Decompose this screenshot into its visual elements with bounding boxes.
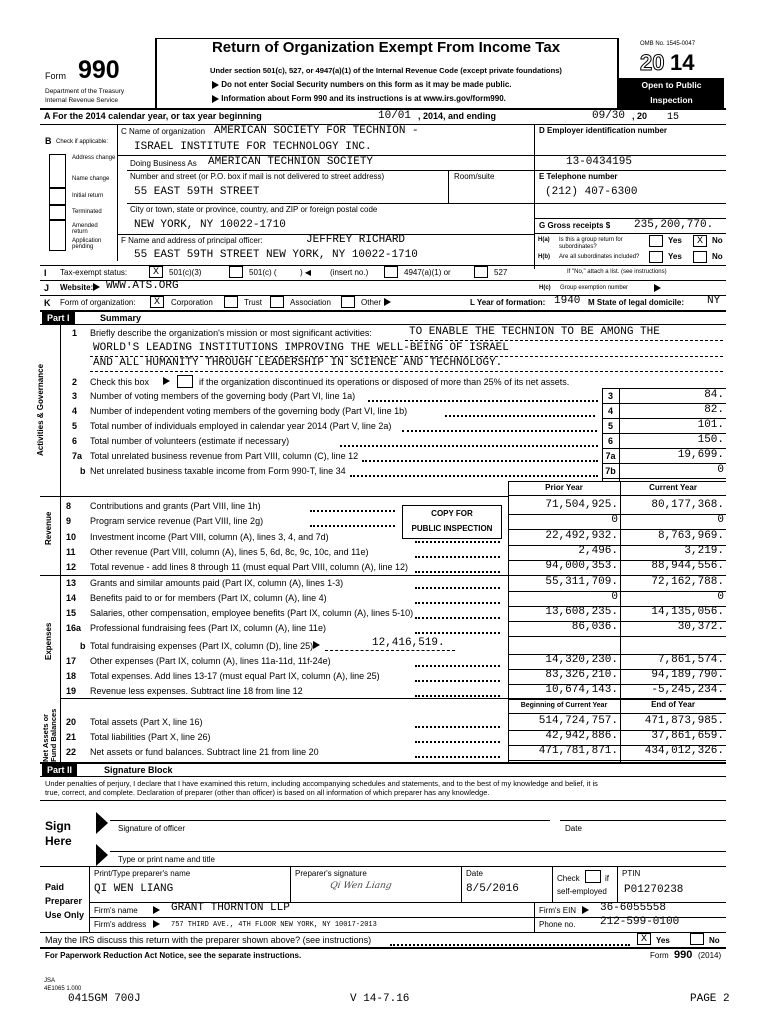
initial-return-label: Initial return xyxy=(72,193,104,199)
dba-value[interactable]: AMERICAN TECHNION SOCIETY xyxy=(208,156,374,168)
part1-title: Summary xyxy=(100,313,142,323)
gross-receipts-label: G Gross receipts $ xyxy=(539,221,611,230)
fin-line-text: Program service revenue (Part VIII, line 2g) xyxy=(90,516,264,526)
gov-line-num: 4 xyxy=(72,406,78,416)
phone-no-label: Phone no. xyxy=(539,920,576,929)
fin-line-num: 10 xyxy=(66,532,77,542)
prior-value[interactable]: 42,942,886. xyxy=(545,730,618,742)
ha-text1: Is this a group return for xyxy=(559,237,623,243)
discontinued-checkbox[interactable] xyxy=(177,375,193,388)
prior-value[interactable]: 0 xyxy=(611,514,618,526)
inspection: Inspection xyxy=(650,95,693,105)
street-value[interactable]: 55 EAST 59TH STREET xyxy=(134,186,260,198)
form-title: Return of Organization Exempt From Income Tax xyxy=(211,39,561,56)
insert-no-label: (insert no.) xyxy=(330,268,369,277)
row-rule xyxy=(508,636,726,637)
4947-label: 4947(a)(1) or xyxy=(404,268,451,277)
row-rule xyxy=(602,478,726,479)
room-suite-label: Room/suite xyxy=(454,172,495,181)
side-revenue: Revenue xyxy=(44,511,53,545)
sign-arrow-icon xyxy=(96,812,108,834)
arrow-icon xyxy=(582,906,589,914)
current-value[interactable]: 8,763,969. xyxy=(657,530,724,542)
leader-dots xyxy=(310,525,395,527)
501c-checkbox[interactable] xyxy=(229,266,243,278)
fin-line-num: 13 xyxy=(66,578,77,588)
gov-value[interactable]: 82. xyxy=(704,404,724,416)
tax-exempt-label: Tax-exempt status: xyxy=(60,268,128,277)
mission-line1[interactable]: TO ENABLE THE TECHNION TO BE AMONG THE xyxy=(409,326,660,338)
fin-line-num: 22 xyxy=(66,747,77,757)
preparer-name-label: Print/Type preparer's name xyxy=(94,869,191,878)
leader-dots xyxy=(415,741,500,743)
telephone-value[interactable]: (212) 407-6300 xyxy=(545,186,638,198)
leader-dots xyxy=(415,541,500,543)
gov-line-text: Net unrelated business taxable income from Form 990-T, line 34 xyxy=(90,466,346,476)
line-j-label: J xyxy=(44,283,50,293)
year-formation-value[interactable]: 1940 xyxy=(554,295,581,307)
name-change-label: Name change xyxy=(72,176,110,182)
footer-form-word: Form xyxy=(650,951,669,960)
current-value[interactable]: 471,873,985. xyxy=(644,715,724,727)
line2-text-a: Check this box xyxy=(90,377,150,387)
current-value[interactable]: 37,861,659. xyxy=(651,730,724,742)
ha-yes-checkbox[interactable] xyxy=(649,235,663,247)
part2-title: Signature Block xyxy=(104,765,173,775)
gov-line-text: Number of voting members of the governing body (Part VI, line 1a) xyxy=(90,391,356,401)
part1-tag: Part I xyxy=(42,312,75,325)
arrow-icon xyxy=(212,95,219,103)
current-value[interactable]: 72,162,788. xyxy=(651,576,724,588)
initial-return-checkbox[interactable] xyxy=(49,188,66,205)
footer-form-num: 990 xyxy=(674,949,693,961)
current-value[interactable]: 88,944,556. xyxy=(651,560,724,572)
fin-line-num: 16a xyxy=(66,623,82,633)
ha-no-checkbox[interactable]: X xyxy=(693,235,707,247)
address-change-label: Address change xyxy=(72,155,116,161)
dept-treasury: Department of the Treasury xyxy=(45,88,125,95)
eoy-header: End of Year xyxy=(651,700,695,709)
fin-line-text: Contributions and grants (Part VIII, line 1h) xyxy=(90,501,261,511)
here-label: Here xyxy=(45,834,72,848)
discuss-yes-label: Yes xyxy=(656,936,670,945)
fin-line-num: 18 xyxy=(66,671,77,681)
gov-box-label: 7a xyxy=(605,451,616,461)
gov-line-text: Total unrelated business revenue from Part VIII, column (C), line 12 xyxy=(90,451,359,461)
mission-line2[interactable]: WORLD'S LEADING INSTITUTIONS IMPROVING THE WELL-BEING OF ISRAEL xyxy=(93,342,509,354)
prior-value[interactable]: 514,724,757. xyxy=(538,715,618,727)
hb-label: H(b) xyxy=(538,254,550,260)
gov-line-text: Total number of volunteers (estimate if necessary) xyxy=(90,436,290,446)
trust-checkbox[interactable] xyxy=(224,296,238,308)
telephone-label: E Telephone number xyxy=(539,172,618,181)
mission-label: Briefly describe the organization's mission or most significant activities: xyxy=(90,328,372,338)
other-checkbox[interactable] xyxy=(341,296,355,308)
form-subtitle: Under section 501(c), 527, or 4947(a)(1) of the Internal Revenue Code (except private foundations) xyxy=(210,66,562,75)
fin-line-text: Total liabilities (Part X, line 26) xyxy=(90,732,211,742)
check-label: Check xyxy=(557,874,580,883)
leader-dots xyxy=(350,475,598,477)
hb-note: If "No," attach a list. (see instructions) xyxy=(567,269,667,275)
terminated-label: Terminated xyxy=(72,209,102,215)
firm-ein[interactable]: 36-6055558 xyxy=(600,902,667,914)
fin-line-num: 9 xyxy=(66,516,72,526)
side-net-assets: Net Assets or Fund Balances xyxy=(41,708,58,762)
current-value[interactable]: -5,245,234. xyxy=(651,684,724,696)
copy-line1: COPY FOR xyxy=(431,509,473,518)
line-i-label: I xyxy=(44,268,47,278)
arrow-icon xyxy=(153,920,160,928)
gov-box-label: 4 xyxy=(607,406,613,416)
sig-officer-label: Signature of officer xyxy=(118,824,186,833)
side-activities-governance: Activities & Governance xyxy=(36,363,45,456)
gov-box-label: 5 xyxy=(607,421,613,431)
form-number: 990 xyxy=(78,56,120,84)
paperwork-notice: For Paperwork Reduction Act Notice, see the separate instructions. xyxy=(45,951,302,960)
row-rule xyxy=(508,699,726,700)
amended-return-label: Amended return xyxy=(72,223,98,235)
leader-dots xyxy=(415,756,500,758)
fin-line-text: Total fundraising expenses (Part IX, column (D), line 25) xyxy=(90,641,314,651)
dba-label: Doing Business As xyxy=(130,159,197,168)
principal-officer-name[interactable]: JEFFREY RICHARD xyxy=(306,234,406,246)
prior-value[interactable]: 55,311,709. xyxy=(545,576,618,588)
gov-box-label: 7b xyxy=(605,466,616,476)
leader-dots xyxy=(415,665,500,667)
501c3-checkbox[interactable]: X xyxy=(149,266,163,278)
line2-text-b: if the organization discontinued its operations or disposed of more than 25% of its net assets. xyxy=(199,377,570,387)
leader-dots xyxy=(340,445,598,447)
line2-num: 2 xyxy=(72,377,78,387)
terminated-checkbox[interactable] xyxy=(49,205,66,220)
gov-box-label: 3 xyxy=(607,391,613,401)
prior-value[interactable]: 22,492,932. xyxy=(545,530,618,542)
association-label: Association xyxy=(290,298,331,307)
instruction-website: Information about Form 990 and its instructions is at www.irs.gov/form990. xyxy=(221,94,506,104)
irs-label: Internal Revenue Service xyxy=(45,97,118,104)
501c3-label: 501(c)(3) xyxy=(169,268,202,277)
website-label: Website: xyxy=(60,283,94,292)
discuss-yes-checkbox[interactable]: X xyxy=(637,933,651,945)
gov-line-text: Number of independent voting members of the governing body (Part VI, line 1b) xyxy=(90,406,408,416)
state-domicile-value[interactable]: NY xyxy=(707,295,721,307)
mission-line3[interactable]: AND ALL HUMANITY THROUGH LEADERSHIP IN SCIENCE AND TECHNOLOGY. xyxy=(93,357,503,369)
fin-line-num: b xyxy=(80,641,86,651)
current-value[interactable]: 7,861,574. xyxy=(657,654,724,666)
leader-dots xyxy=(415,602,500,604)
gov-line-num: 6 xyxy=(72,436,78,446)
fundraising-inline-value[interactable]: 12,416,519. xyxy=(372,637,445,649)
ein-value[interactable]: 13-0434195 xyxy=(566,156,633,168)
gov-value[interactable]: 101. xyxy=(697,419,724,431)
arrow-icon xyxy=(384,298,391,306)
leader-dots xyxy=(415,587,500,589)
gov-line-num: 3 xyxy=(72,391,78,401)
preparer-name[interactable]: QI WEN LIANG xyxy=(94,883,174,895)
discuss-label: May the IRS discuss this return with the preparer shown above? (see instructions) xyxy=(45,935,372,945)
prior-year-header: Prior Year xyxy=(545,483,583,492)
ein-label: D Employer identification number xyxy=(539,126,668,135)
line-k-label: K xyxy=(44,298,51,308)
hb-yes-checkbox[interactable] xyxy=(649,251,663,263)
footer-left-code: 0415GM 700J xyxy=(68,993,141,1005)
leader-dots xyxy=(445,415,595,417)
check-if-applicable: Check if applicable: xyxy=(56,139,109,145)
fin-line-text: Investment income (Part VIII, column (A), lines 3, 4, and 7d) xyxy=(90,532,329,542)
section-rule xyxy=(40,496,508,497)
hc-label: H(c) xyxy=(539,285,551,291)
fin-line-text: Grants and similar amounts paid (Part IX, column (A), lines 1-3) xyxy=(90,578,344,588)
fin-line-text: Total expenses. Add lines 13-17 (must equal Part IX, column (A), line 25) xyxy=(90,671,380,681)
principal-officer-label: F Name and address of principal officer: xyxy=(121,236,263,245)
current-value[interactable]: 30,372. xyxy=(677,621,724,633)
hb-text: Are all subordinates included? xyxy=(559,254,640,260)
page-number: PAGE 2 xyxy=(690,993,730,1005)
type-arrow-icon xyxy=(96,844,108,866)
footer-form-year: (2014) xyxy=(698,951,722,960)
arrow-icon xyxy=(163,377,170,385)
mission-num: 1 xyxy=(72,328,78,338)
year-prefix: 20 xyxy=(640,50,665,75)
discuss-no-checkbox[interactable] xyxy=(690,933,704,945)
corporation-label: Corporation xyxy=(171,298,213,307)
instruction-ssn: Do not enter Social Security numbers on this form as it may be made public. xyxy=(221,80,512,90)
preparer-date[interactable]: 8/5/2016 xyxy=(466,883,519,895)
discuss-no-label: No xyxy=(709,936,720,945)
leader-dots xyxy=(415,726,500,728)
association-checkbox[interactable] xyxy=(270,296,284,308)
year-suffix: 14 xyxy=(670,50,695,75)
trust-label: Trust xyxy=(244,298,262,307)
firm-address[interactable]: 757 THIRD AVE., 4TH FLOOR NEW YORK, NY 10017-2013 xyxy=(171,921,377,929)
end-year-prefix: , 20 xyxy=(632,111,648,121)
prior-value[interactable]: 83,326,210. xyxy=(545,669,618,681)
current-value[interactable]: 14,135,056. xyxy=(651,606,724,618)
jsa-code: 4E1065 1.000 xyxy=(44,986,82,992)
fin-line-num: 15 xyxy=(66,608,77,618)
year-formation-label: L Year of formation: xyxy=(470,298,546,307)
sign-label: Sign xyxy=(45,819,71,833)
omb-number: OMB No. 1545-0047 xyxy=(640,41,696,47)
prior-value[interactable]: 13,608,235. xyxy=(545,606,618,618)
org-name-label: C Name of organization xyxy=(121,127,206,136)
prior-value[interactable]: 0 xyxy=(611,591,618,603)
preparer-label: Preparer xyxy=(45,896,83,906)
gov-line-num: 7a xyxy=(72,451,83,461)
ha-no-label: No xyxy=(712,236,723,245)
application-pending-label: Application pending xyxy=(72,238,102,250)
gov-line-text: Total number of individuals employed in calendar year 2014 (Part V, line 2a) xyxy=(90,421,392,431)
gov-value[interactable]: 0 xyxy=(717,464,724,476)
firm-name[interactable]: GRANT THORNTON LLP xyxy=(171,902,290,914)
form-of-org-label: Form of organization: xyxy=(60,298,136,307)
leader-dots xyxy=(415,617,500,619)
line-a-mid: , 2014, and ending xyxy=(418,111,497,121)
copy-line2: PUBLIC INSPECTION xyxy=(411,524,493,533)
self-employed-label: self-employed xyxy=(557,887,607,896)
prior-value[interactable]: 10,674,143. xyxy=(545,684,618,696)
leader-dots xyxy=(415,556,500,558)
row-rule xyxy=(602,463,726,464)
arrow-icon xyxy=(93,283,100,291)
fin-line-text: Total assets (Part X, line 16) xyxy=(90,717,203,727)
arrow-icon xyxy=(654,284,661,292)
527-label: 527 xyxy=(494,268,508,277)
leader-dots xyxy=(415,695,500,697)
prior-value[interactable]: 94,000,353. xyxy=(545,560,618,572)
use-only-label: Use Only xyxy=(45,910,85,920)
fin-line-num: 12 xyxy=(66,562,77,572)
501c-label: 501(c) ( xyxy=(249,268,277,277)
fin-line-num: 11 xyxy=(66,547,76,557)
jsa-label: JSA xyxy=(44,978,56,984)
ha-yes-label: Yes xyxy=(668,236,682,245)
other-label: Other xyxy=(361,298,382,307)
preparer-date-label: Date xyxy=(466,869,483,878)
amended-return-checkbox[interactable] xyxy=(49,220,66,251)
leader-dots xyxy=(415,632,500,634)
fin-line-text: Benefits paid to or for members (Part IX, column (A), line 4) xyxy=(90,593,327,603)
leader-dots xyxy=(362,460,598,462)
paid-label: Paid xyxy=(45,882,65,892)
end-year[interactable]: 15 xyxy=(667,112,680,123)
city-label: City or town, state or province, country, and ZIP or foreign postal code xyxy=(130,205,378,214)
gov-box-label: 6 xyxy=(607,436,613,446)
527-checkbox[interactable] xyxy=(474,266,488,278)
tax-year-end[interactable]: 09/30 xyxy=(592,110,626,122)
fin-line-text: Salaries, other compensation, employee benefits (Part IX, column (A), lines 5-10) xyxy=(90,608,414,618)
leader-dots xyxy=(368,400,598,402)
boy-header: Beginning of Current Year xyxy=(520,702,608,709)
street-label: Number and street (or P.O. box if mail is not delivered to street address) xyxy=(130,172,385,181)
if-label: if xyxy=(605,874,609,883)
current-value[interactable]: 3,219. xyxy=(684,545,724,557)
gov-value[interactable]: 19,699. xyxy=(677,449,724,461)
hb-no-label: No xyxy=(712,252,723,261)
firm-phone[interactable]: 212-599-0100 xyxy=(600,916,680,928)
firm-name-label: Firm's name xyxy=(94,906,138,915)
gov-value[interactable]: 84. xyxy=(704,389,724,401)
firm-ein-label: Firm's EIN xyxy=(539,906,577,915)
penalty-line1: Under penalties of perjury, I declare that I have examined this return, including accompanying schedules and statements, and to the best of my knowledge and belief, it is xyxy=(45,779,598,788)
fin-line-num: 8 xyxy=(66,501,72,511)
prior-value[interactable]: 14,320,230. xyxy=(545,654,618,666)
ptin-value[interactable]: P01270238 xyxy=(624,884,684,896)
row-rule xyxy=(508,760,726,761)
self-employed-checkbox[interactable] xyxy=(585,870,601,883)
prior-value[interactable]: 2,496. xyxy=(578,545,618,557)
sign-date-label: Date xyxy=(565,824,582,833)
website-value[interactable]: WWW.ATS.ORG xyxy=(106,280,179,292)
arrow-icon xyxy=(313,641,320,649)
org-name-line2[interactable]: ISRAEL INSTITUTE FOR TECHNOLOGY INC. xyxy=(134,141,372,153)
fin-line-text: Professional fundraising fees (Part IX, column (A), line 11e) xyxy=(90,623,326,633)
state-domicile-label: M State of legal domicile: xyxy=(588,298,685,307)
org-name-line1[interactable]: AMERICAN SOCIETY FOR TECHNION - xyxy=(214,125,419,137)
ha-text2: subordinates? xyxy=(559,244,597,250)
gov-line-num: b xyxy=(80,466,86,476)
section-rule xyxy=(40,575,726,576)
fin-line-num: 14 xyxy=(66,593,77,603)
leader-dots xyxy=(415,680,500,682)
corporation-checkbox[interactable]: X xyxy=(150,296,164,308)
side-expenses: Expenses xyxy=(44,622,53,660)
prior-value[interactable]: 71,504,925. xyxy=(545,499,618,511)
address-change-checkbox[interactable] xyxy=(49,154,66,188)
fin-line-text: Revenue less expenses. Subtract line 18 from line 12 xyxy=(90,686,303,696)
leader-dots xyxy=(402,430,597,432)
hb-yes-label: Yes xyxy=(668,252,682,261)
gov-line-num: 5 xyxy=(72,421,78,431)
preparer-signature: Qi Wen Liang xyxy=(329,881,393,891)
fin-line-text: Other revenue (Part VIII, column (A), lines 5, 6d, 8c, 9c, 10c, and 11e) xyxy=(90,547,369,557)
gross-receipts-value[interactable]: 235,200,770. xyxy=(634,219,714,231)
gov-value[interactable]: 150. xyxy=(697,434,724,446)
part2-tag: Part II xyxy=(42,764,77,777)
form-label: Form xyxy=(45,71,66,81)
principal-officer-address[interactable]: 55 EAST 59TH STREET NEW YORK, NY 10022-1710 xyxy=(134,249,418,261)
fin-line-num: 20 xyxy=(66,717,77,727)
current-year-header: Current Year xyxy=(649,483,697,492)
current-value[interactable]: 0 xyxy=(717,514,724,526)
501c-close: ) ◀ xyxy=(300,268,312,277)
line-b-label: B xyxy=(45,136,52,146)
arrow-icon xyxy=(212,81,219,89)
prior-value[interactable]: 86,036. xyxy=(571,621,618,633)
fin-line-text: Other expenses (Part IX, column (A), lines 11a-11d, 11f-24e) xyxy=(90,656,331,666)
fin-line-num: 21 xyxy=(66,732,77,742)
leader-dots xyxy=(415,571,500,573)
hc-text: Group exemption number xyxy=(560,285,629,291)
city-value[interactable]: NEW YORK, NY 10022-1710 xyxy=(134,219,286,231)
footer-version: V 14-7.16 xyxy=(350,993,410,1005)
firm-address-label: Firm's address xyxy=(94,920,147,929)
ptin-label: PTIN xyxy=(622,869,641,878)
preparer-sig-label: Preparer's signature xyxy=(295,869,367,878)
current-value[interactable]: 80,177,368. xyxy=(651,499,724,511)
fin-line-num: 17 xyxy=(66,656,77,666)
prior-value[interactable]: 471,781,871. xyxy=(538,745,618,757)
line-a-label: A For the 2014 calendar year, or tax year beginning xyxy=(44,111,262,121)
hb-no-checkbox[interactable] xyxy=(693,251,707,263)
fin-line-text: Net assets or fund balances. Subtract line 21 from line 20 xyxy=(90,747,319,757)
type-name-label: Type or print name and title xyxy=(118,855,215,864)
current-value[interactable]: 0 xyxy=(717,591,724,603)
open-to-public: Open to Public xyxy=(641,80,702,90)
leader-dots xyxy=(310,510,395,512)
fin-line-text: Total revenue - add lines 8 through 11 (must equal Part VIII, column (A), line 12) xyxy=(90,562,408,572)
inline-rule xyxy=(325,650,455,651)
fin-line-num: 19 xyxy=(66,686,77,696)
ha-label: H(a) xyxy=(538,237,550,243)
penalty-line2: true, correct, and complete. Declaration of preparer (other than officer) is based on all information of which preparer has any knowledge. xyxy=(45,788,490,797)
tax-year-begin[interactable]: 10/01 xyxy=(378,110,412,122)
current-value[interactable]: 94,189,790. xyxy=(651,669,724,681)
arrow-icon xyxy=(153,906,160,914)
4947-checkbox[interactable] xyxy=(384,266,398,278)
current-value[interactable]: 434,012,326. xyxy=(644,745,724,757)
